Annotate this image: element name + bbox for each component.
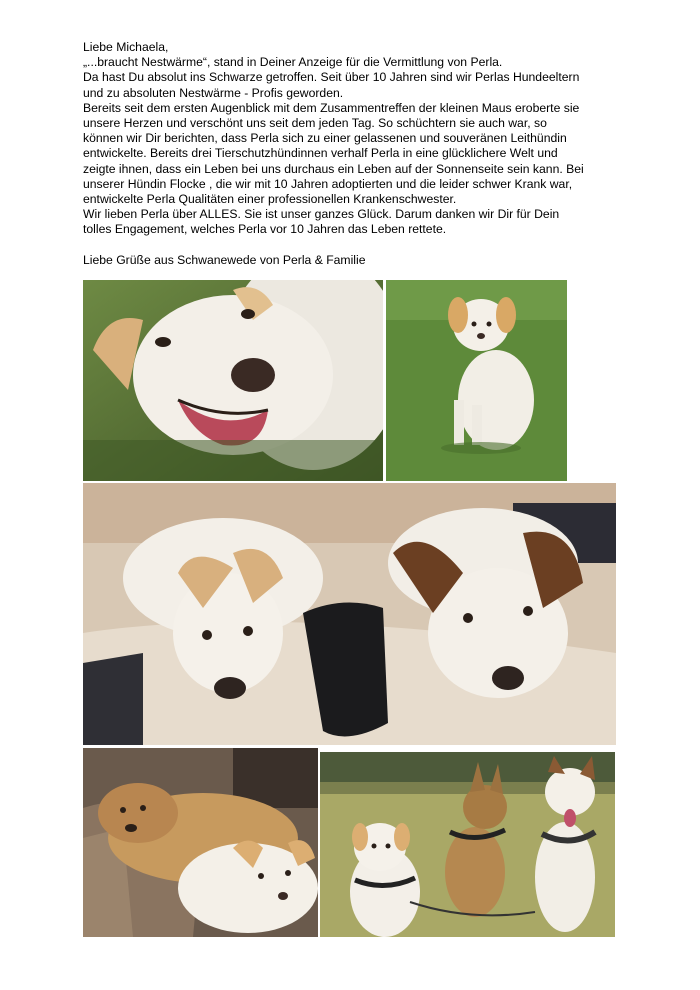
letter-line: Da hast Du absolut ins Schwarze getroffen. Seit über 10 Jahren sind wir Perlas Hundeeltern	[83, 70, 580, 85]
letter-closing: Liebe Grüße aus Schwanewede von Perla & Familie	[83, 252, 366, 267]
letter-line: und zu absoluten Nestwärme - Profis geworden.	[83, 85, 344, 100]
letter-line: entwickelte. Bereits drei Tierschutzhündinnen verhalf Perla in eine glücklichere Welt und	[83, 146, 558, 161]
letter-line: unsere Herzen und verschönt uns seit dem jeden Tag. So schüchtern sie auch war, so	[83, 116, 547, 131]
photo-two-dogs-bed	[83, 483, 616, 745]
photo-dogs-cuddling	[83, 748, 318, 937]
letter-line: Bereits seit dem ersten Augenblick mit dem Zusammentreffen der kleinen Maus eroberte sie	[83, 100, 580, 115]
dog-sitting-image	[386, 280, 567, 481]
letter-line: unserer Hündin Flocke , die wir mit 10 Jahren adoptierten und die leider schwer Krank war,	[83, 176, 573, 191]
letter-line: können wir Dir berichten, dass Perla sich zu einer gelassenen und souveränen Leithündin	[83, 131, 567, 146]
dogs-cuddling-image	[83, 748, 318, 937]
photo-perla-sitting	[386, 280, 567, 481]
paragraph-spacer	[83, 238, 623, 253]
letter-greeting: Liebe Michaela,	[83, 40, 169, 54]
photo-three-dogs-field	[320, 752, 615, 937]
letter-line: zeigte ihnen, dass ein Leben bei uns durchaus ein Leben auf der Sonnenseite sein kann. Bei	[83, 161, 584, 176]
two-dogs-image	[83, 483, 616, 745]
dog-closeup-image	[83, 280, 383, 481]
letter-text	[83, 40, 623, 268]
photo-perla-closeup	[83, 280, 383, 481]
letter-line: „...braucht Nestwärme“, stand in Deiner Anzeige für die Vermittlung von Perla.	[83, 55, 503, 70]
three-dogs-image	[320, 752, 615, 937]
letter-line: tolles Engagement, welches Perla vor 10 Jahren das Leben rettete.	[83, 222, 447, 237]
letter-line: entwickelte Perla Qualitäten einer professionellen Krankenschwester.	[83, 192, 457, 207]
letter-line: Wir lieben Perla über ALLES. Sie ist unser ganzes Glück. Darum danken wir Dir für Dein	[83, 207, 560, 222]
